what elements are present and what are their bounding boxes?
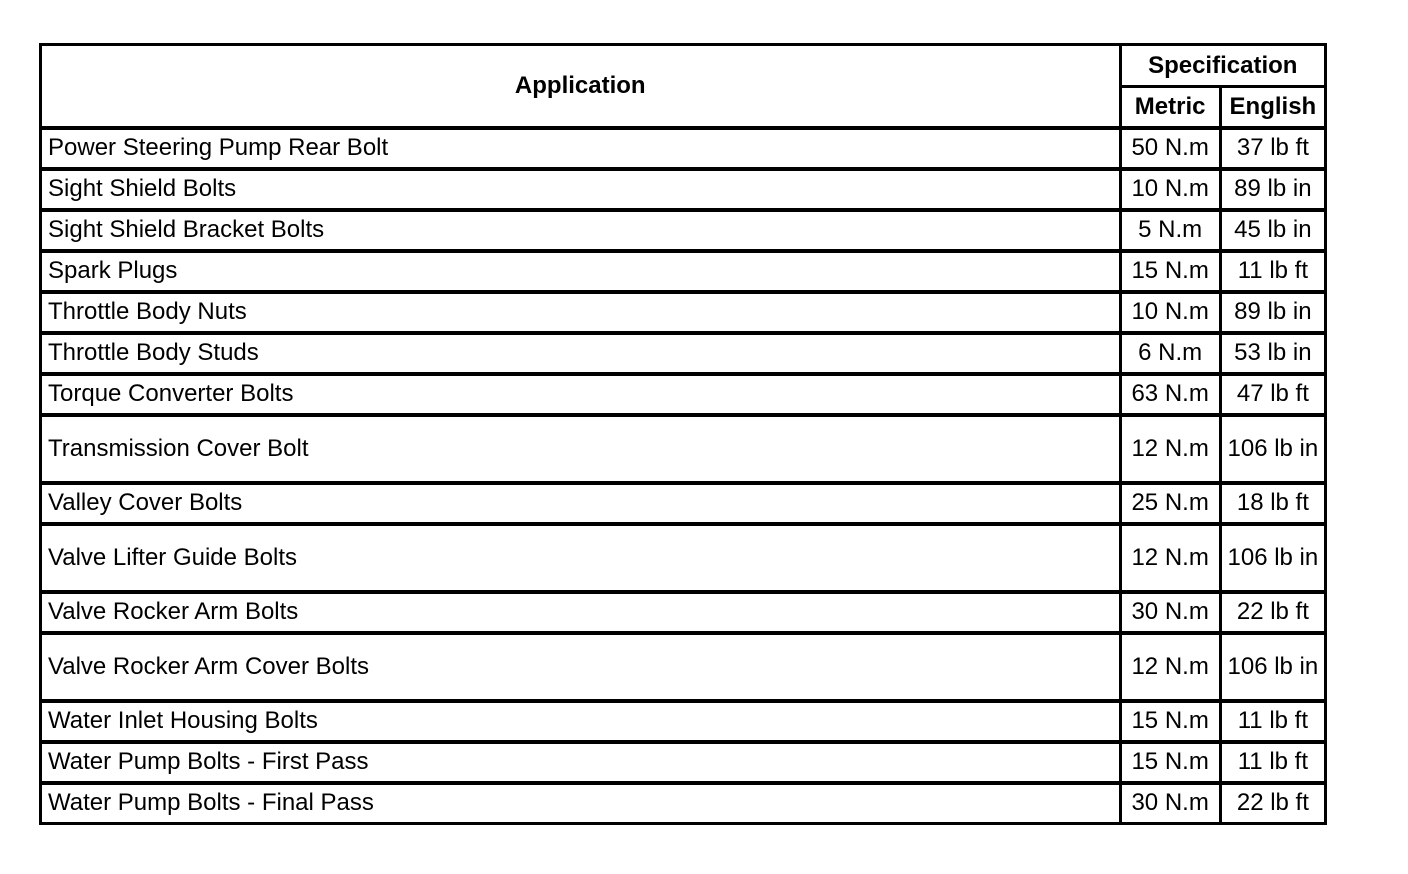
english-cell: 45 lb in [1222, 211, 1324, 252]
application-cell: Valley Cover Bolts [42, 484, 1122, 525]
english-cell: 89 lb in [1222, 293, 1324, 334]
torque-spec-table [39, 43, 1327, 825]
table-row [42, 375, 1324, 416]
table-row [42, 129, 1324, 170]
metric-cell: 10 N.m [1122, 293, 1222, 334]
metric-cell: 5 N.m [1122, 211, 1222, 252]
application-cell: Transmission Cover Bolt [42, 416, 1122, 484]
english-cell: 18 lb ft [1222, 484, 1324, 525]
application-cell: Spark Plugs [42, 252, 1122, 293]
application-cell: Torque Converter Bolts [42, 375, 1122, 416]
english-cell: 47 lb ft [1222, 375, 1324, 416]
english-cell: 89 lb in [1222, 170, 1324, 211]
table-row [42, 784, 1324, 822]
table-row [42, 252, 1324, 293]
metric-cell: 12 N.m [1122, 525, 1222, 593]
english-cell: 22 lb ft [1222, 784, 1324, 822]
application-cell: Sight Shield Bracket Bolts [42, 211, 1122, 252]
table-row [42, 293, 1324, 334]
table-row [42, 484, 1324, 525]
metric-cell: 10 N.m [1122, 170, 1222, 211]
application-cell: Water Pump Bolts - First Pass [42, 743, 1122, 784]
application-header: Application [42, 46, 1122, 129]
specification-header: Specification [1122, 46, 1324, 88]
metric-cell: 30 N.m [1122, 784, 1222, 822]
english-cell: 106 lb in [1222, 416, 1324, 484]
application-cell: Sight Shield Bolts [42, 170, 1122, 211]
application-cell: Valve Lifter Guide Bolts [42, 525, 1122, 593]
application-cell: Throttle Body Nuts [42, 293, 1122, 334]
application-cell: Throttle Body Studs [42, 334, 1122, 375]
english-cell: 11 lb ft [1222, 743, 1324, 784]
table-row [42, 593, 1324, 634]
table-row [42, 416, 1324, 484]
english-cell: 53 lb in [1222, 334, 1324, 375]
metric-cell: 12 N.m [1122, 416, 1222, 484]
metric-cell: 6 N.m [1122, 334, 1222, 375]
application-cell: Water Inlet Housing Bolts [42, 702, 1122, 743]
application-cell: Valve Rocker Arm Cover Bolts [42, 634, 1122, 702]
table-row [42, 525, 1324, 593]
english-cell: 106 lb in [1222, 525, 1324, 593]
table-row [42, 743, 1324, 784]
metric-cell: 15 N.m [1122, 252, 1222, 293]
english-cell: 22 lb ft [1222, 593, 1324, 634]
table-row [42, 702, 1324, 743]
english-cell: 11 lb ft [1222, 252, 1324, 293]
metric-cell: 15 N.m [1122, 743, 1222, 784]
metric-cell: 12 N.m [1122, 634, 1222, 702]
english-header: English [1222, 88, 1324, 129]
application-cell: Valve Rocker Arm Bolts [42, 593, 1122, 634]
english-cell: 11 lb ft [1222, 702, 1324, 743]
metric-cell: 63 N.m [1122, 375, 1222, 416]
metric-cell: 15 N.m [1122, 702, 1222, 743]
metric-header: Metric [1122, 88, 1222, 129]
metric-cell: 50 N.m [1122, 129, 1222, 170]
table-row [42, 211, 1324, 252]
table-row [42, 170, 1324, 211]
metric-cell: 25 N.m [1122, 484, 1222, 525]
english-cell: 106 lb in [1222, 634, 1324, 702]
table-row [42, 334, 1324, 375]
application-cell: Water Pump Bolts - Final Pass [42, 784, 1122, 822]
application-cell: Power Steering Pump Rear Bolt [42, 129, 1122, 170]
table-row [42, 634, 1324, 702]
metric-cell: 30 N.m [1122, 593, 1222, 634]
english-cell: 37 lb ft [1222, 129, 1324, 170]
